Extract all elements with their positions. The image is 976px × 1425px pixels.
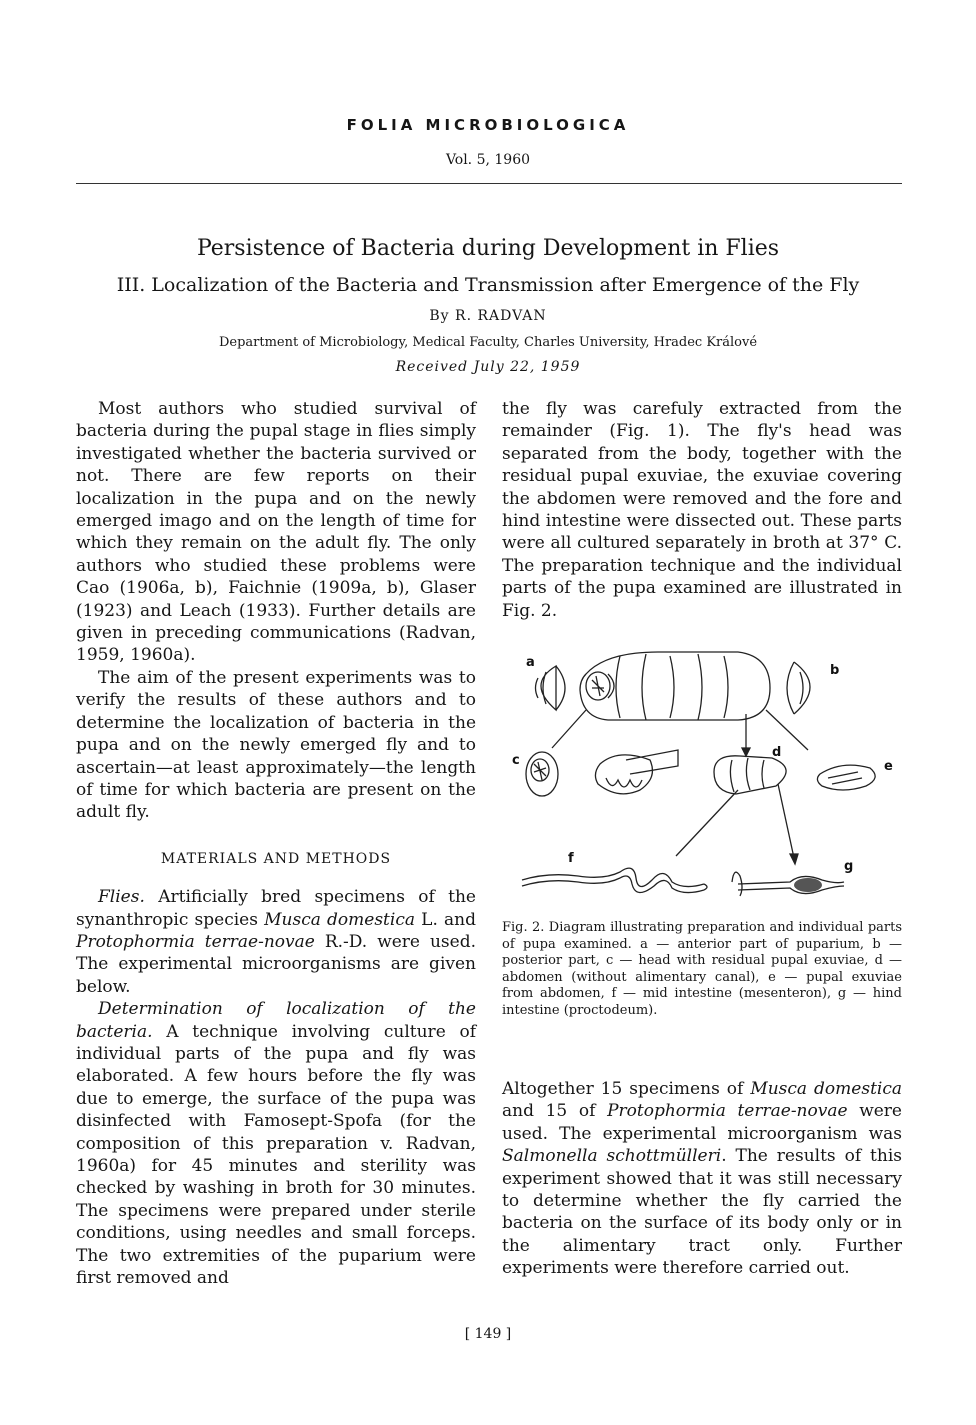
flies-text-b: L. and xyxy=(415,909,477,930)
label-g: g xyxy=(844,859,854,874)
journal-title: FOLIA MICROBIOLOGICA xyxy=(346,116,630,134)
article-title: Persistence of Bacteria during Development in Flies xyxy=(196,236,780,261)
right-column-top xyxy=(502,398,902,622)
hind-intestine xyxy=(732,872,844,896)
posterior-puparium-part xyxy=(787,662,810,714)
label-f: f xyxy=(568,851,574,866)
received-date: Received July 22, 1959 xyxy=(395,359,581,375)
label-d: d xyxy=(772,745,782,760)
species-musca: Musca domestica xyxy=(264,909,415,930)
thorax-piece xyxy=(595,750,678,794)
label-e: e xyxy=(884,759,893,774)
right-column-bottom xyxy=(502,1078,902,1280)
technique-paragraph: the fly was carefuly extracted from the remainder (Fig. 1). The fly's head was separated from the body, together with the residual pupal exuviae, the exuviae covering the abdomen were removed and the fore and hind intestine were dissected out. These parts were all cultured separately in broth at 37° C. The preparation technique and the individual parts of the pupa examined are illustrated in Fig. 2. xyxy=(502,399,902,621)
flies-text-a: Artificially bred specimens of the synanthropic species xyxy=(76,887,476,930)
anterior-puparium-part xyxy=(536,666,566,710)
header-rule xyxy=(76,183,902,184)
flies-lead: Flies. xyxy=(98,887,145,908)
section-heading-materials-methods: MATERIALS AND METHODS xyxy=(160,850,392,867)
author-affiliation: Department of Microbiology, Medical Faculty, Charles University, Hradec Králové xyxy=(218,335,758,350)
label-c: c xyxy=(512,753,520,768)
species-protophormia: Protophormia terrae-novae xyxy=(76,931,315,952)
article-subtitle: III. Localization of the Bacteria and Transmission after Emergence of the Fly xyxy=(116,274,860,296)
localization-lead: Determination of localization of the bacteria. xyxy=(76,999,476,1042)
volume-info: Vol. 5, 1960 xyxy=(445,152,531,168)
intro-paragraph-1: Most authors who studied survival of bacteria during the pupal stage in flies simply investigated whether the bacteria survived or not. There are few reports on their localization in the pupa and on the newly emerged imago and on the length of time for which they remain on the adult fly. The only authors who studied these problems were Cao (1906a, b), Faichnie (1909a, b), Glaser (1923) and Leach (1933). Further details are given in preceding communications (Radvan, 1959, 1960a). xyxy=(76,399,476,666)
pupal-exuviae xyxy=(817,765,875,790)
figure-2-diagram xyxy=(508,644,898,904)
left-column xyxy=(76,398,476,1289)
localization-text: A technique involving culture of individual parts of the pupa and fly was elaborated. A few hours before the fly was due to emerge, the surface of the pupa was disinfected with Famosept-Spofa (for the composition of this preparation v. Radvan, 1960a) for 45 minutes and sterility was checked by washing in broth for 30 minutes. The specimens were prepared under sterile conditions, using needles and small forceps. The two extremities of the puparium were first removed and xyxy=(76,1021,476,1289)
mid-intestine xyxy=(522,868,707,892)
intro-paragraph-2: The aim of the present experiments was to verify the results of these authors and to determine the localization of bacteria in the pupa and on the newly emerged fly and to ascertain—at least approximately—the length of time for which bacteria are present on the adult fly. xyxy=(76,667,476,823)
results-text-d: . The results of this experiment showed that it was still necessary to determine whether the fly carried the bacteria on the surface of its body only or in the alimentary tract only. Further experiments were therefore carried out. xyxy=(502,1146,902,1279)
page-number: [ 149 ] xyxy=(464,1326,512,1342)
author-byline: By R. RADVAN xyxy=(429,308,547,324)
abdomen xyxy=(714,756,786,794)
methods-paragraph-localization xyxy=(76,998,476,1289)
results-text-b: and 15 of xyxy=(502,1101,608,1122)
results-species-protophormia: Protophormia terrae-novae xyxy=(607,1101,848,1122)
label-a: a xyxy=(526,655,535,670)
figure-2-caption: Fig. 2. Diagram illustrating preparation and individual parts of pupa examined. a — anterior part of puparium, b — posterior part, c — head with residual pupal exuviae, d — abdomen (without alimentary canal), e — pupal exuviae from abdomen, f — mid intestine (mesenteron), g — hind intestine (proctodeum). xyxy=(502,920,902,1018)
results-species-musca: Musca domestica xyxy=(750,1079,902,1099)
methods-paragraph-flies xyxy=(76,886,476,998)
results-text-a: Altogether 15 specimens of xyxy=(502,1079,751,1099)
head-with-exuviae xyxy=(526,752,558,796)
puparium-body xyxy=(580,652,770,720)
results-species-salmonella: Salmonella schottmülleri xyxy=(502,1146,722,1167)
results-text-c: were used. The experimental microorganism was xyxy=(502,1101,902,1144)
results-paragraph xyxy=(502,1078,902,1280)
flies-text-c: R.-D. were used. The experimental microorganisms are given below. xyxy=(76,931,477,997)
label-b: b xyxy=(830,663,840,678)
